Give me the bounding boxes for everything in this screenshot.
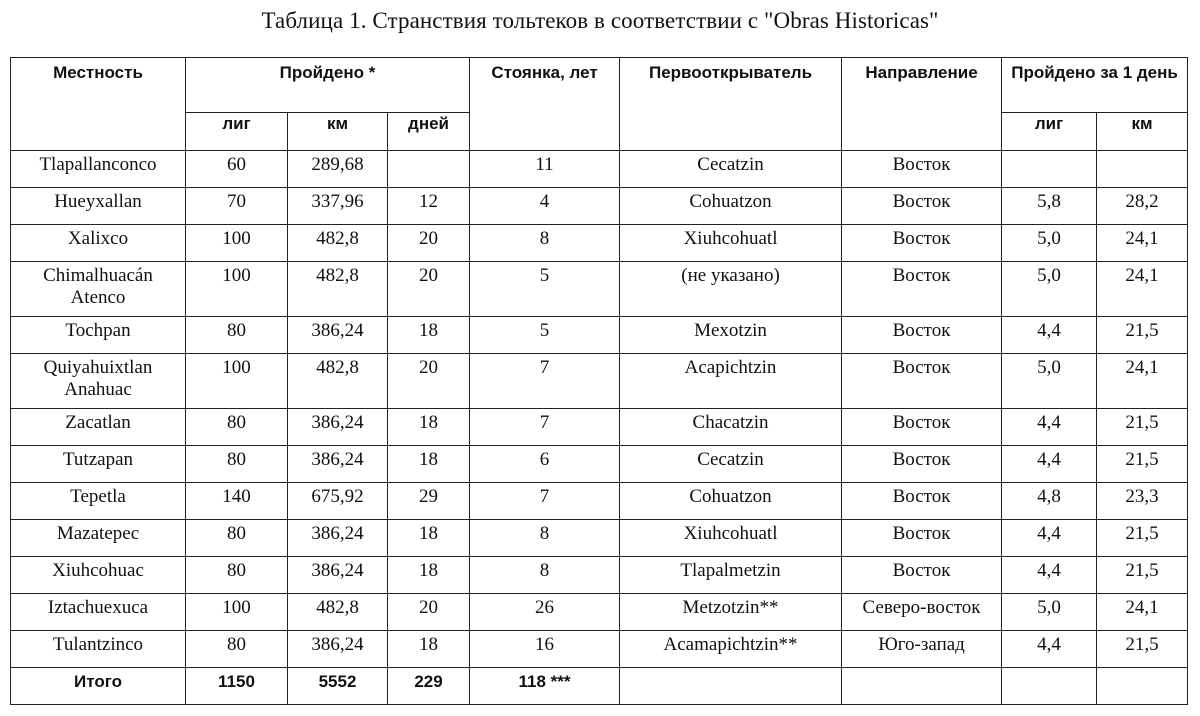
cell-discoverer: Cecatzin [620,446,842,483]
cell-discoverer: Mexotzin [620,317,842,354]
table-row [11,483,1188,520]
cell-stay: 8 [470,557,620,594]
cell-km: 386,24 [288,557,388,594]
cell-day-leagues: 5,0 [1002,225,1097,262]
toltec-wanderings-table [10,57,1188,705]
cell-stay: 5 [470,317,620,354]
cell-place: Tepetla [11,483,186,520]
cell-days: 20 [388,594,470,631]
table-caption: Таблица 1. Странствия тольтеков в соответствии с "Obras Historicas" [261,8,939,33]
cell-day-km: 21,5 [1097,631,1188,668]
table-row [11,631,1188,668]
cell-km: 337,96 [288,188,388,225]
cell-direction: Восток [842,520,1002,557]
cell-place: Mazatepec [11,520,186,557]
cell-leagues: 80 [186,631,288,668]
cell-place: Xalixco [11,225,186,262]
cell-place: Iztachuexuca [11,594,186,631]
cell-direction: Восток [842,317,1002,354]
cell-days: 12 [388,188,470,225]
table-row [11,225,1188,262]
cell-direction: Юго-запад [842,631,1002,668]
cell-direction: Восток [842,409,1002,446]
total-days: 229 [388,668,470,705]
cell-place: Zacatlan [11,409,186,446]
cell-discoverer: Cecatzin [620,151,842,188]
cell-day-leagues: 5,0 [1002,354,1097,409]
cell-km: 482,8 [288,225,388,262]
cell-days: 18 [388,446,470,483]
cell-days [388,151,470,188]
table-row [11,151,1188,188]
cell-km: 386,24 [288,520,388,557]
cell-day-km: 21,5 [1097,446,1188,483]
table-row [11,409,1188,446]
cell-day-km: 21,5 [1097,557,1188,594]
cell-direction: Восток [842,188,1002,225]
cell-discoverer: Acamapichtzin** [620,631,842,668]
cell-days: 29 [388,483,470,520]
total-discoverer-empty [620,668,842,705]
cell-stay: 7 [470,409,620,446]
cell-place: Chimalhuacán Atenco [11,262,186,317]
header-row-top [11,58,1188,113]
header-place: Местность [11,58,186,151]
cell-stay: 8 [470,520,620,557]
total-day-leagues-empty [1002,668,1097,705]
cell-day-km: 21,5 [1097,317,1188,354]
table-row [11,262,1188,317]
cell-leagues: 80 [186,446,288,483]
cell-day-km: 21,5 [1097,520,1188,557]
cell-day-km: 21,5 [1097,409,1188,446]
cell-leagues: 80 [186,317,288,354]
cell-leagues: 100 [186,262,288,317]
cell-day-leagues: 5,0 [1002,594,1097,631]
total-leagues: 1150 [186,668,288,705]
cell-leagues: 80 [186,409,288,446]
cell-leagues: 100 [186,594,288,631]
cell-day-leagues: 4,4 [1002,446,1097,483]
cell-km: 386,24 [288,409,388,446]
cell-day-leagues: 4,4 [1002,520,1097,557]
cell-stay: 16 [470,631,620,668]
cell-day-km: 24,1 [1097,354,1188,409]
cell-days: 18 [388,520,470,557]
table-row [11,188,1188,225]
cell-days: 20 [388,225,470,262]
table-row [11,317,1188,354]
cell-days: 18 [388,409,470,446]
total-km: 5552 [288,668,388,705]
cell-day-leagues: 4,4 [1002,557,1097,594]
cell-km: 386,24 [288,446,388,483]
total-direction-empty [842,668,1002,705]
cell-leagues: 100 [186,354,288,409]
cell-stay: 7 [470,483,620,520]
cell-stay: 26 [470,594,620,631]
header-traveled: Пройдено * [186,58,470,113]
header-stay: Стоянка, лет [470,58,620,151]
table-row [11,354,1188,409]
cell-day-km: 24,1 [1097,225,1188,262]
cell-place: Tlapallanconco [11,151,186,188]
cell-days: 20 [388,354,470,409]
cell-days: 18 [388,317,470,354]
cell-stay: 8 [470,225,620,262]
table-row [11,594,1188,631]
cell-discoverer: Chacatzin [620,409,842,446]
cell-place: Tulantzinco [11,631,186,668]
cell-discoverer: Xiuhcohuatl [620,520,842,557]
cell-discoverer: Xiuhcohuatl [620,225,842,262]
table-row [11,446,1188,483]
cell-discoverer: Tlapalmetzin [620,557,842,594]
cell-days: 18 [388,631,470,668]
cell-km: 482,8 [288,262,388,317]
header-discoverer: Первооткрыватель [620,58,842,151]
cell-place: Tutzapan [11,446,186,483]
cell-day-leagues [1002,151,1097,188]
cell-km: 482,8 [288,354,388,409]
cell-km: 675,92 [288,483,388,520]
cell-day-leagues: 4,4 [1002,317,1097,354]
cell-km: 386,24 [288,631,388,668]
cell-days: 20 [388,262,470,317]
cell-leagues: 60 [186,151,288,188]
cell-leagues: 80 [186,557,288,594]
cell-day-leagues: 5,0 [1002,262,1097,317]
header-direction: Направление [842,58,1002,151]
cell-day-km [1097,151,1188,188]
cell-stay: 7 [470,354,620,409]
cell-discoverer: Cohuatzon [620,188,842,225]
total-row [11,668,1188,705]
total-stay: 118 *** [470,668,620,705]
cell-day-leagues: 5,8 [1002,188,1097,225]
cell-place: Quiyahuixtlan Anahuac [11,354,186,409]
cell-direction: Восток [842,225,1002,262]
cell-stay: 5 [470,262,620,317]
cell-stay: 11 [470,151,620,188]
cell-direction: Восток [842,354,1002,409]
header-per-day-km: км [1097,113,1188,151]
header-per-day: Пройдено за 1 день [1002,58,1188,113]
cell-km: 289,68 [288,151,388,188]
cell-km: 386,24 [288,317,388,354]
cell-discoverer: Metzotzin** [620,594,842,631]
cell-place: Hueyxallan [11,188,186,225]
cell-direction: Восток [842,446,1002,483]
table-row [11,520,1188,557]
cell-direction: Восток [842,262,1002,317]
cell-leagues: 80 [186,520,288,557]
cell-leagues: 100 [186,225,288,262]
cell-stay: 4 [470,188,620,225]
cell-km: 482,8 [288,594,388,631]
header-km: км [288,113,388,151]
cell-day-leagues: 4,4 [1002,409,1097,446]
cell-day-leagues: 4,4 [1002,631,1097,668]
cell-leagues: 140 [186,483,288,520]
cell-days: 18 [388,557,470,594]
total-day-km-empty [1097,668,1188,705]
cell-place: Xiuhcohuac [11,557,186,594]
cell-discoverer: Acapichtzin [620,354,842,409]
cell-discoverer: (не указано) [620,262,842,317]
cell-day-km: 24,1 [1097,594,1188,631]
cell-direction: Северо-восток [842,594,1002,631]
cell-day-km: 28,2 [1097,188,1188,225]
header-leagues: лиг [186,113,288,151]
total-label: Итого [11,668,186,705]
cell-day-leagues: 4,8 [1002,483,1097,520]
cell-place: Tochpan [11,317,186,354]
cell-direction: Восток [842,151,1002,188]
cell-day-km: 23,3 [1097,483,1188,520]
header-per-day-leagues: лиг [1002,113,1097,151]
cell-day-km: 24,1 [1097,262,1188,317]
cell-discoverer: Cohuatzon [620,483,842,520]
header-days: дней [388,113,470,151]
cell-stay: 6 [470,446,620,483]
cell-direction: Восток [842,557,1002,594]
cell-direction: Восток [842,483,1002,520]
cell-leagues: 70 [186,188,288,225]
table-row [11,557,1188,594]
